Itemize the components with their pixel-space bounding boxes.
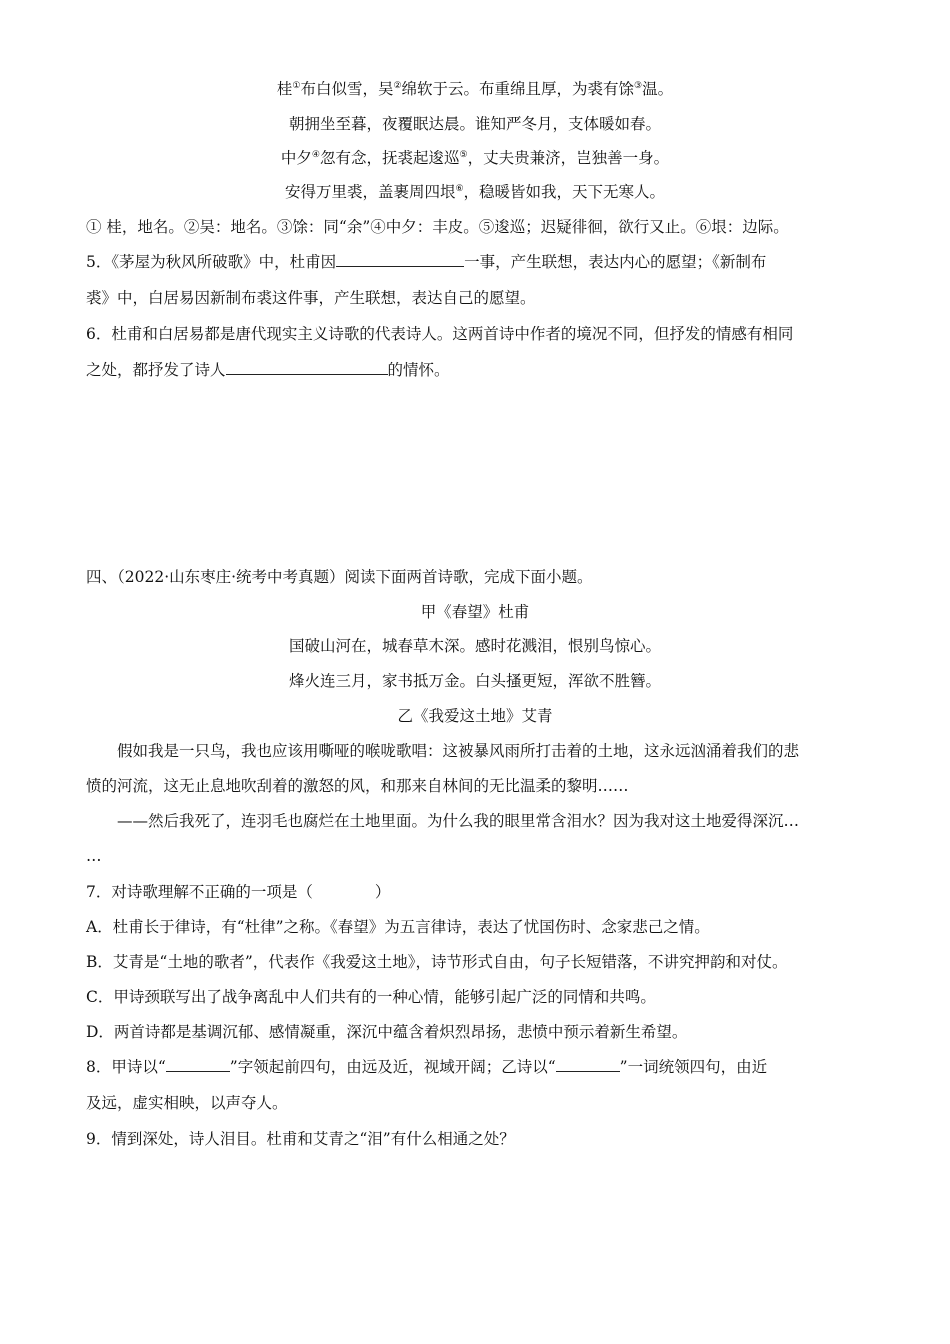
- poem-line: 烽火连三月，家书抵万金。白头搔更短，浑欲不胜簪。: [288, 672, 661, 690]
- answer-blank[interactable]: [226, 360, 388, 375]
- poem-paragraph: …: [86, 847, 102, 865]
- option-d[interactable]: D．两首诗都是基调沉郁、感情凝重，深沉中蕴含着炽烈昂扬，悲愤中预示着新生希望。: [86, 1023, 688, 1041]
- question-5: 5．《茅屋为秋风所破歌》中，杜甫因 一事，产生联想，表达内心的愿望；《新制布: [86, 253, 767, 271]
- poem-line: 国破山河在，城春草木深。感时花溅泪，恨别鸟惊心。: [288, 637, 661, 655]
- poem-paragraph: ——然后我死了，连羽毛也腐烂在土地里面。为什么我的眼里常含泪水？因为我对这土地爱得深沉…: [117, 812, 800, 830]
- poem-line: 桂①布白似雪，吴②绵软于云。布重绵且厚，为裘有馀③温。: [276, 80, 674, 98]
- poem-title: 乙《我爱这土地》艾青: [397, 707, 553, 725]
- question-6-cont: 之处，都抒发了诗人 的情怀。: [86, 361, 450, 379]
- option-b[interactable]: B．艾青是“土地的歌者”，代表作《我爱这土地》，诗节形式自由，句子长短错落，不讲究押韵和对仗。: [86, 953, 788, 971]
- poem-title: 甲《春望》杜甫: [420, 603, 530, 621]
- poem-paragraph: 假如我是一只鸟，我也应该用嘶哑的喉咙歌唱：这被暴风雨所打击着的土地，这永远汹涌着我们的悲: [117, 742, 800, 760]
- question-6: 6．杜甫和白居易都是唐代现实主义诗歌的代表诗人。这两首诗中作者的境况不同，但抒发的情感有相同: [86, 325, 794, 343]
- poem-line: 中夕④忽有念，抚裘起逡巡⑤，丈夫贵兼济，岂独善一身。: [280, 149, 670, 167]
- question-9: 9．情到深处，诗人泪目。杜甫和艾青之“泪”有什么相通之处？: [86, 1130, 515, 1148]
- question-8: 8．甲诗以“ ”字领起前四句，由远及近，视域开阔；乙诗以“ ”一词统领四句，由近: [86, 1058, 768, 1076]
- section-header: 四、（2022·山东枣庄·统考中考真题）阅读下面两首诗歌，完成下面小题。: [86, 568, 593, 586]
- poem-paragraph: 愤的河流，这无止息地吹刮着的激怒的风，和那来自林间的无比温柔的黎明……: [86, 777, 629, 795]
- poem-line: 安得万里裘，盖裹周四垠⑥，稳暖皆如我，天下无寒人。: [284, 183, 666, 201]
- question-8-cont: 及远，虚实相映，以声夺人。: [86, 1094, 288, 1112]
- question-7: 7．对诗歌理解不正确的一项是（ ）: [86, 883, 391, 901]
- answer-blank[interactable]: [556, 1057, 620, 1072]
- answer-blank[interactable]: [336, 252, 464, 267]
- option-c[interactable]: C．甲诗颈联写出了战争离乱中人们共有的一种心情，能够引起广泛的同情和共鸣。: [86, 988, 656, 1006]
- poem-line: 朝拥坐至暮，夜覆眠达晨。谁知严冬月，支体暖如春。: [288, 115, 661, 133]
- answer-blank[interactable]: [166, 1057, 230, 1072]
- footnotes: ① 桂，地名。②吴：地名。③馀：同“余”④中夕：丰皮。⑤逡巡；迟疑徘徊，欲行又止。⑥垠：边际。: [86, 218, 789, 236]
- option-a[interactable]: A．杜甫长于律诗，有“杜律”之称。《春望》为五言律诗，表达了忧国伤时、念家悲己之情。: [86, 918, 710, 936]
- question-5-cont: 裘》中，白居易因新制布裘这件事，产生联想，表达自己的愿望。: [86, 289, 536, 307]
